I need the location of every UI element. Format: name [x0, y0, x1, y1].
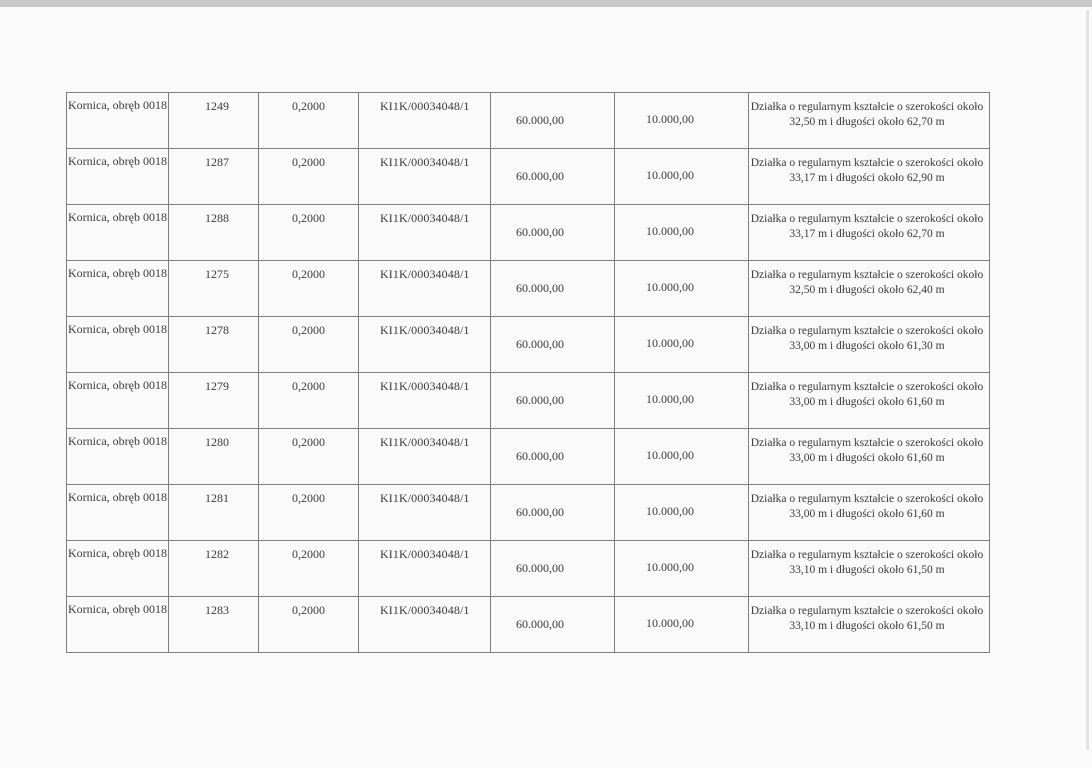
- plot-description: Działka o regularnym kształcie o szerokości około 33,00 m i długości około 61,60 m: [750, 437, 984, 464]
- land-register-cell: [359, 205, 491, 261]
- location-cell: [67, 261, 169, 317]
- deposit-amount: 10.000,00: [646, 392, 694, 406]
- deposit-cell: [615, 205, 749, 261]
- location-cell: [67, 429, 169, 485]
- table-row: [67, 597, 990, 653]
- plot-number-cell: [169, 205, 259, 261]
- plot-number-cell: [169, 261, 259, 317]
- location-cell: [67, 149, 169, 205]
- deposit-cell: [615, 317, 749, 373]
- area-cell: [259, 541, 359, 597]
- table-row: [67, 317, 990, 373]
- table-row: [67, 485, 990, 541]
- plot-number: 1287: [205, 155, 229, 169]
- land-register-cell: [359, 429, 491, 485]
- plot-description: Działka o regularnym kształcie o szerokości około 32,50 m i długości około 62,70 m: [750, 101, 984, 128]
- area-cell: [259, 93, 359, 149]
- area-cell: [259, 485, 359, 541]
- table-row: [67, 261, 990, 317]
- land-plots-table: [66, 92, 990, 653]
- table-row: [67, 149, 990, 205]
- location-cell: [67, 373, 169, 429]
- description-cell: [749, 149, 990, 205]
- location-text: Kornica, obręb 0018: [68, 602, 167, 616]
- deposit-amount: 10.000,00: [646, 336, 694, 350]
- location-cell: [67, 205, 169, 261]
- table-row: [67, 541, 990, 597]
- land-register-cell: [359, 261, 491, 317]
- location-text: Kornica, obręb 0018: [68, 490, 167, 504]
- price-cell: [491, 261, 615, 317]
- location-text: Kornica, obręb 0018: [68, 546, 167, 560]
- deposit-amount: 10.000,00: [646, 280, 694, 294]
- plot-number: 1281: [205, 491, 229, 505]
- deposit-cell: [615, 373, 749, 429]
- plot-number: 1282: [205, 547, 229, 561]
- price-cell: [491, 597, 615, 653]
- starting-price: 60.000,00: [516, 449, 564, 463]
- plot-number-cell: [169, 373, 259, 429]
- area-cell: [259, 597, 359, 653]
- plot-number-cell: [169, 485, 259, 541]
- plot-description: Działka o regularnym kształcie o szerokości około 33,00 m i długości około 61,30 m: [750, 325, 984, 352]
- plot-area: 0,2000: [292, 211, 325, 225]
- land-register-cell: [359, 93, 491, 149]
- starting-price: 60.000,00: [516, 169, 564, 183]
- plot-description: Działka o regularnym kształcie o szerokości około 33,00 m i długości około 61,60 m: [750, 493, 984, 520]
- price-cell: [491, 317, 615, 373]
- plot-number: 1288: [205, 211, 229, 225]
- deposit-amount: 10.000,00: [646, 224, 694, 238]
- deposit-cell: [615, 597, 749, 653]
- price-cell: [491, 93, 615, 149]
- plot-description: Działka o regularnym kształcie o szerokości około 33,00 m i długości około 61,60 m: [750, 381, 984, 408]
- area-cell: [259, 317, 359, 373]
- description-cell: [749, 317, 990, 373]
- starting-price: 60.000,00: [516, 113, 564, 127]
- plot-area: 0,2000: [292, 323, 325, 337]
- location-text: Kornica, obręb 0018: [68, 210, 167, 224]
- starting-price: 60.000,00: [516, 337, 564, 351]
- price-cell: [491, 429, 615, 485]
- plot-number: 1275: [205, 267, 229, 281]
- description-cell: [749, 597, 990, 653]
- starting-price: 60.000,00: [516, 617, 564, 631]
- starting-price: 60.000,00: [516, 281, 564, 295]
- plot-number-cell: [169, 149, 259, 205]
- location-text: Kornica, obręb 0018: [68, 98, 167, 112]
- land-register-number: KI1K/00034048/1: [380, 267, 470, 281]
- description-cell: [749, 93, 990, 149]
- starting-price: 60.000,00: [516, 561, 564, 575]
- land-register-number: KI1K/00034048/1: [380, 379, 470, 393]
- land-register-number: KI1K/00034048/1: [380, 155, 470, 169]
- plot-area: 0,2000: [292, 547, 325, 561]
- plot-description: Działka o regularnym kształcie o szerokości około 33,17 m i długości około 62,70 m: [750, 213, 984, 240]
- land-register-number: KI1K/00034048/1: [380, 435, 470, 449]
- deposit-amount: 10.000,00: [646, 448, 694, 462]
- plot-number: 1278: [205, 323, 229, 337]
- land-register-cell: [359, 597, 491, 653]
- price-cell: [491, 541, 615, 597]
- plot-number: 1249: [205, 99, 229, 113]
- table-row: [67, 205, 990, 261]
- table-row: [67, 429, 990, 485]
- description-cell: [749, 429, 990, 485]
- plot-area: 0,2000: [292, 155, 325, 169]
- plot-number-cell: [169, 597, 259, 653]
- plot-description: Działka o regularnym kształcie o szerokości około 33,17 m i długości około 62,90 m: [750, 157, 984, 184]
- land-register-number: KI1K/00034048/1: [380, 323, 470, 337]
- land-register-cell: [359, 485, 491, 541]
- plot-area: 0,2000: [292, 491, 325, 505]
- price-cell: [491, 485, 615, 541]
- land-register-cell: [359, 317, 491, 373]
- land-register-number: KI1K/00034048/1: [380, 491, 470, 505]
- plot-number: 1280: [205, 435, 229, 449]
- price-cell: [491, 205, 615, 261]
- plot-area: 0,2000: [292, 603, 325, 617]
- table-row: [67, 93, 990, 149]
- plot-description: Działka o regularnym kształcie o szerokości około 33,10 m i długości około 61,50 m: [750, 605, 984, 632]
- page-right-edge: [1086, 10, 1089, 750]
- land-register-number: KI1K/00034048/1: [380, 603, 470, 617]
- location-text: Kornica, obręb 0018: [68, 322, 167, 336]
- starting-price: 60.000,00: [516, 505, 564, 519]
- description-cell: [749, 205, 990, 261]
- land-register-number: KI1K/00034048/1: [380, 547, 470, 561]
- deposit-cell: [615, 93, 749, 149]
- land-register-cell: [359, 541, 491, 597]
- location-cell: [67, 317, 169, 373]
- location-cell: [67, 485, 169, 541]
- deposit-cell: [615, 541, 749, 597]
- plot-number-cell: [169, 429, 259, 485]
- area-cell: [259, 429, 359, 485]
- land-register-number: KI1K/00034048/1: [380, 99, 470, 113]
- location-cell: [67, 93, 169, 149]
- deposit-amount: 10.000,00: [646, 112, 694, 126]
- description-cell: [749, 485, 990, 541]
- starting-price: 60.000,00: [516, 393, 564, 407]
- deposit-cell: [615, 429, 749, 485]
- price-cell: [491, 149, 615, 205]
- description-cell: [749, 541, 990, 597]
- plot-number-cell: [169, 317, 259, 373]
- location-text: Kornica, obręb 0018: [68, 266, 167, 280]
- description-cell: [749, 261, 990, 317]
- area-cell: [259, 261, 359, 317]
- plot-area: 0,2000: [292, 99, 325, 113]
- plot-description: Działka o regularnym kształcie o szerokości około 33,10 m i długości około 61,50 m: [750, 549, 984, 576]
- plot-area: 0,2000: [292, 435, 325, 449]
- land-register-cell: [359, 373, 491, 429]
- plot-description: Działka o regularnym kształcie o szerokości około 32,50 m i długości około 62,40 m: [750, 269, 984, 296]
- deposit-cell: [615, 261, 749, 317]
- deposit-amount: 10.000,00: [646, 560, 694, 574]
- deposit-amount: 10.000,00: [646, 504, 694, 518]
- plot-area: 0,2000: [292, 379, 325, 393]
- land-register-number: KI1K/00034048/1: [380, 211, 470, 225]
- plot-number-cell: [169, 541, 259, 597]
- land-register-cell: [359, 149, 491, 205]
- area-cell: [259, 373, 359, 429]
- plot-number: 1283: [205, 603, 229, 617]
- deposit-cell: [615, 485, 749, 541]
- location-text: Kornica, obręb 0018: [68, 434, 167, 448]
- deposit-cell: [615, 149, 749, 205]
- deposit-amount: 10.000,00: [646, 616, 694, 630]
- plot-number-cell: [169, 93, 259, 149]
- starting-price: 60.000,00: [516, 225, 564, 239]
- price-cell: [491, 373, 615, 429]
- area-cell: [259, 205, 359, 261]
- location-text: Kornica, obręb 0018: [68, 378, 167, 392]
- table-row: [67, 373, 990, 429]
- description-cell: [749, 373, 990, 429]
- location-cell: [67, 541, 169, 597]
- plot-area: 0,2000: [292, 267, 325, 281]
- location-cell: [67, 597, 169, 653]
- location-text: Kornica, obręb 0018: [68, 154, 167, 168]
- area-cell: [259, 149, 359, 205]
- deposit-amount: 10.000,00: [646, 168, 694, 182]
- scan-top-edge: [0, 0, 1092, 7]
- plot-number: 1279: [205, 379, 229, 393]
